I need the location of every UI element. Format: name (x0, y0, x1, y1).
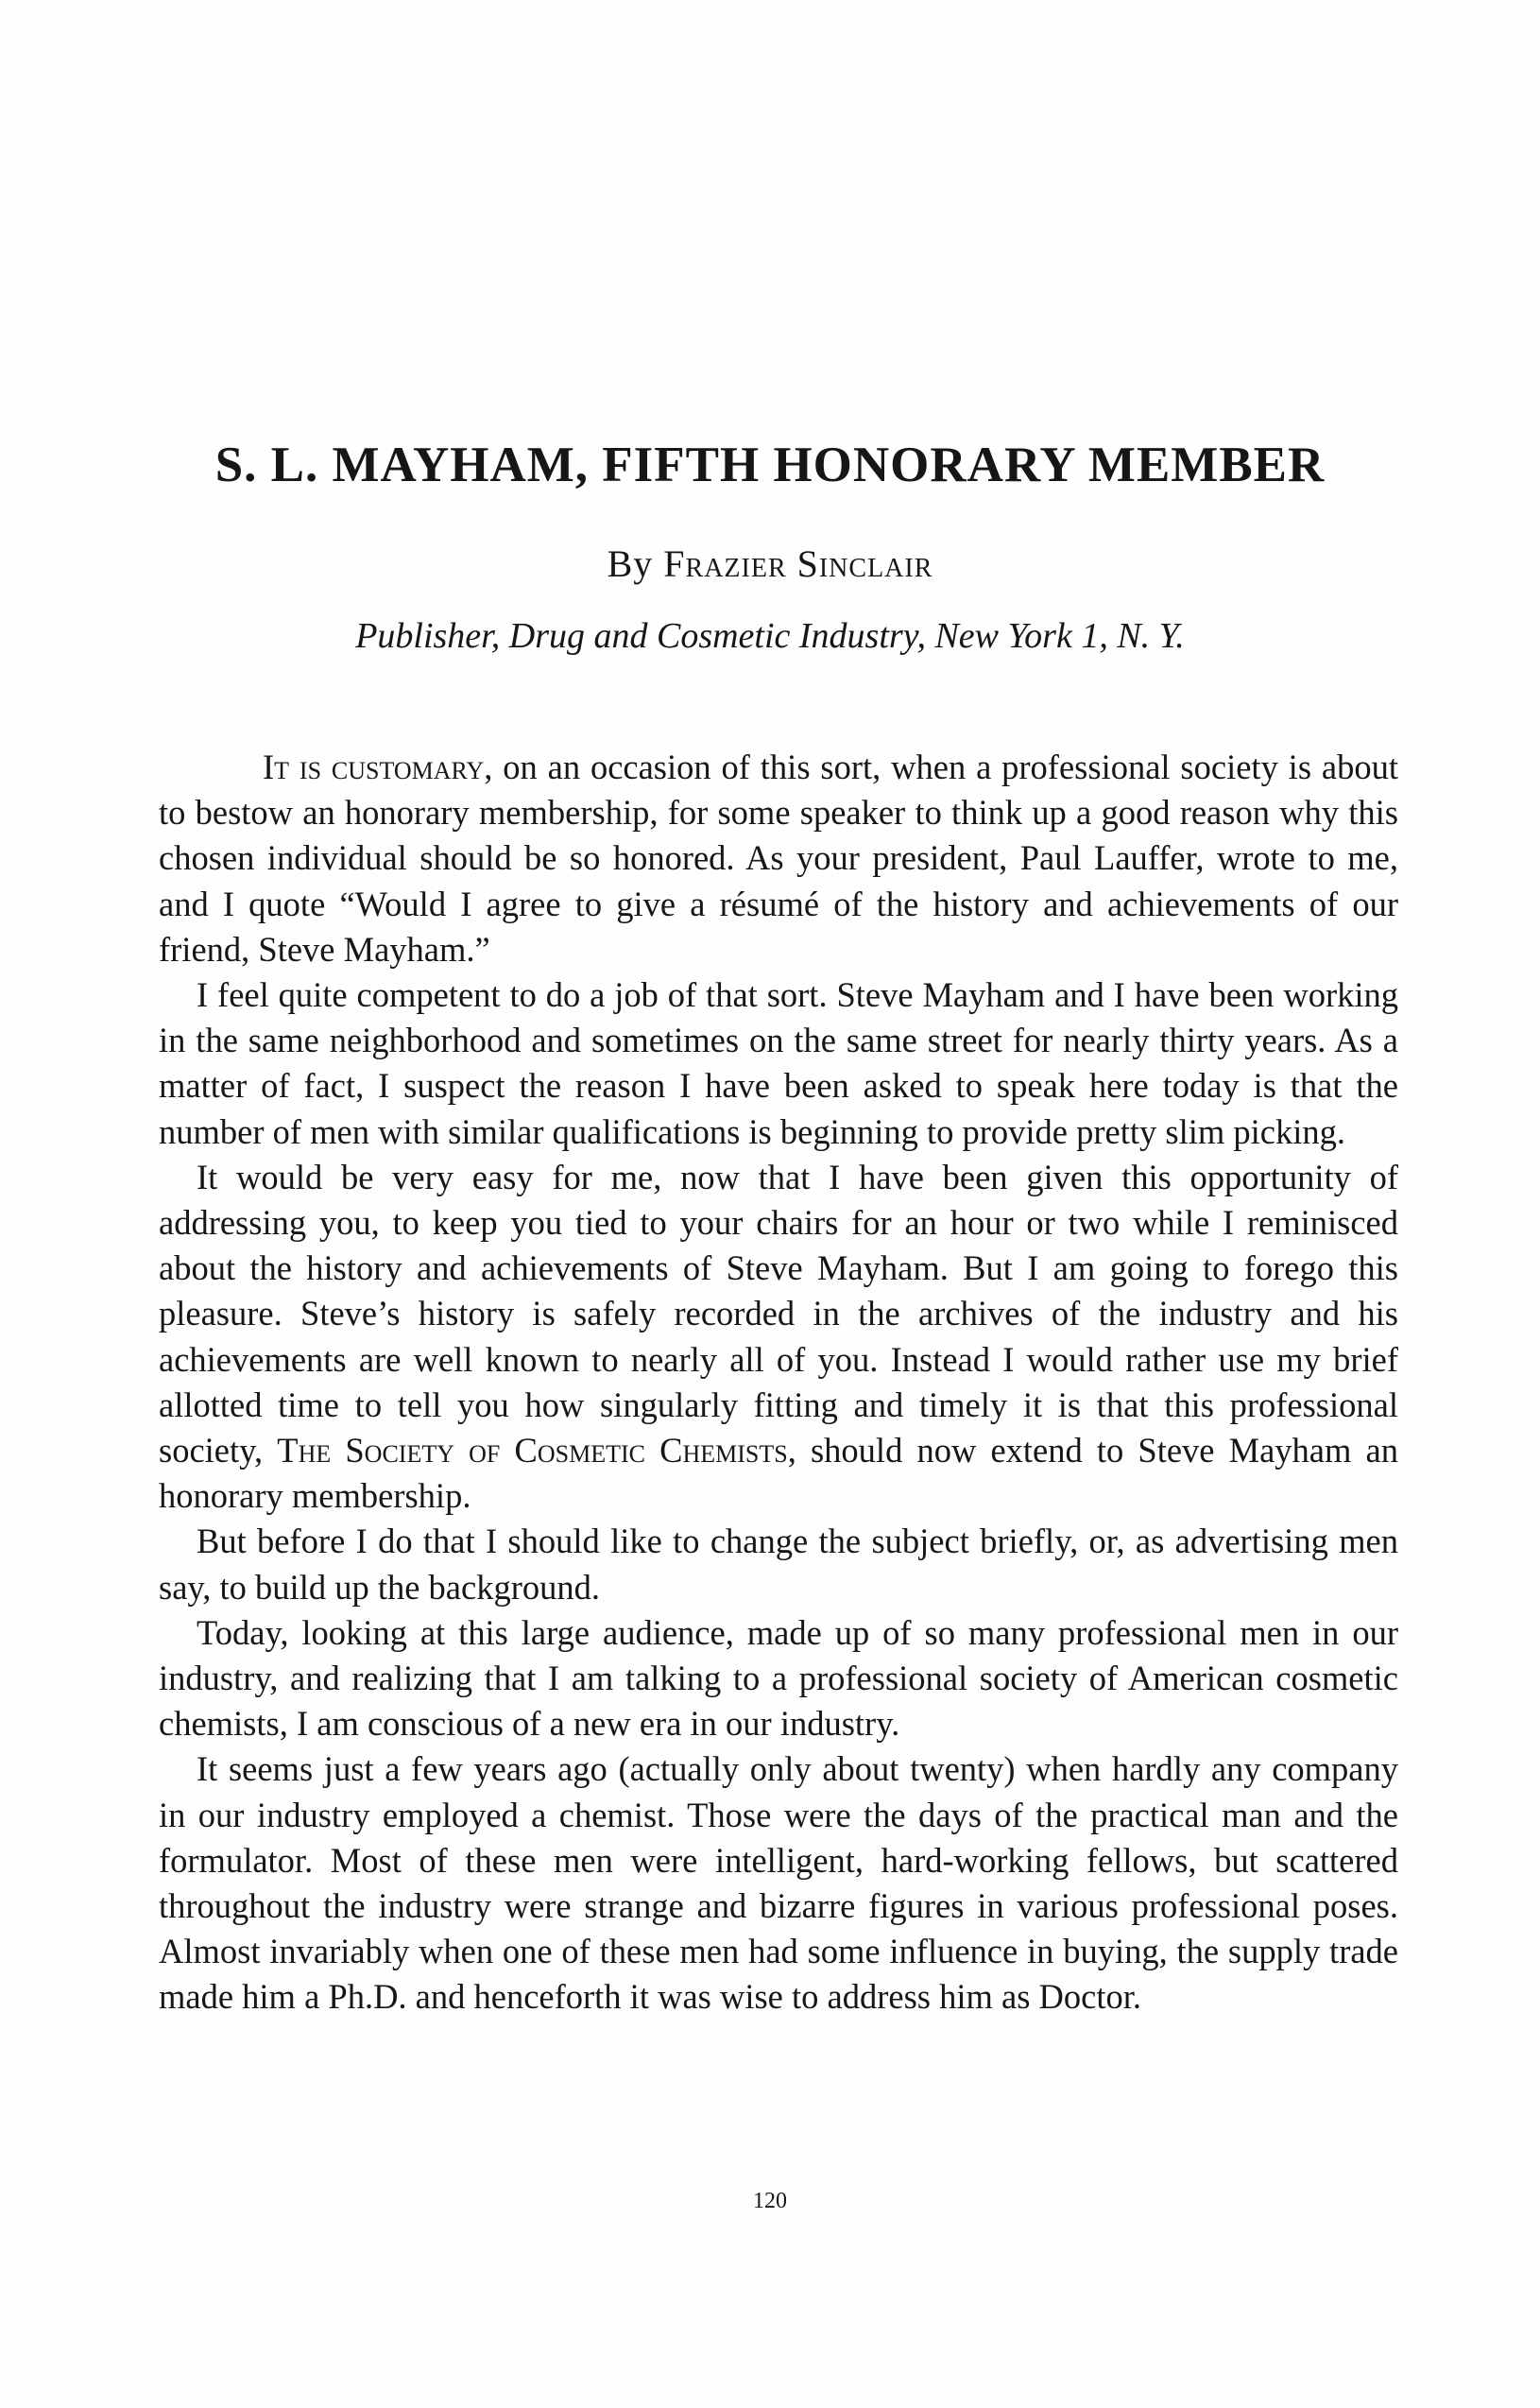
paragraph-3-text-b: , should now extend to Steve Mayham an honorary membership. (159, 1431, 1398, 1516)
byline (0, 542, 1540, 587)
paragraph-3 (159, 1155, 1398, 1520)
paragraph-3-text-a: It would be very easy for me, now that I have been given this opportunity of addressing you, to keep you tied to your chairs for an hour or two while I reminisced about the history and achievements of Steve Mayham. But I am going to forego this pleasure. Steve’s history is safely recorded in the archives of the industry and his achievements are well known to nearly all of you. Instead I would rather use my brief allotted time to tell you how singularly fitting and timely it is that this professional society, (159, 1157, 1398, 1471)
society-name: The Society of Cosmetic Chemists (277, 1431, 788, 1471)
paragraph-1 (159, 745, 1398, 972)
paragraph-1-text: on an occasion of this sort, when a professional society is about to bestow an honorary membership, for some speaker to think up a good reason why this chosen individual should be so honored. As your president, Paul Lauffer, wrote to me, and I quote “Would I agree to give a résumé of the history and achievements of our friend, Steve Mayham.” (159, 748, 1398, 969)
opening-words: It is customary, (263, 748, 493, 786)
author-name: Frazier Sinclair (663, 542, 933, 585)
author-affiliation: Publisher, Drug and Cosmetic Industry, New York 1, N. Y. (355, 616, 1185, 656)
article-body (159, 745, 1398, 2021)
article-title: S. L. MAYHAM, FIFTH HONORARY MEMBER (214, 438, 1326, 492)
paragraph-2: I feel quite competent to do a job of that sort. Steve Mayham and I have been working in the same neighborhood and sometimes on the same street for nearly thirty years. As a matter of fact, I suspect the reason I have been asked to speak here today is that the number of men with similar qualifications is beginning to provide pretty slim picking. (159, 975, 1398, 1151)
paragraph-5: Today, looking at this large audience, made up of so many professional men in our industry, and realizing that I am talking to a professional society of American cosmetic chemists, I am conscious of a new era in our industry. (159, 1612, 1398, 1744)
paragraph-4: But before I do that I should like to change the subject briefly, or, as advertising men say, to build up the background. (159, 1522, 1398, 1607)
paragraph-6: It seems just a few years ago (actually only about twenty) when hardly any company in our industry employed a chemist. Those were the days of the practical man and the formulator. Most of these men were intelligent, hard-working fellows, but scattered throughout the industry were strange and bizarre figures in various professional poses. Almost invariably when one of these men had some influence in buying, the supply trade made him a Ph.D. and henceforth it was wise to address him as Doctor. (159, 1749, 1398, 2017)
page-number: 120 (753, 2189, 787, 2213)
byline-prefix: By (607, 542, 654, 585)
